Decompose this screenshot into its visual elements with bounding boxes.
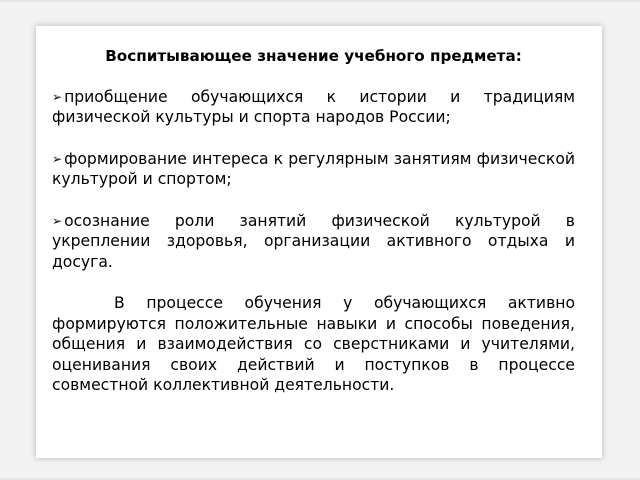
bullet-text: приобщение обучающихся к истории и традициям физической культуры и спорта народов России; [52,87,575,126]
summary-paragraph: В процессе обучения у обучающихся активно формируются положительные навыки и способы поведения, общения и взаимодействия со сверстниками и учителями, оценивания своих действий и поступков в процессе совместной коллективной деятельности. [52,294,575,394]
arrow-bullet-icon: ➢ [52,151,63,166]
bullet-item [52,149,575,190]
slide-card [36,26,602,458]
arrow-bullet-icon: ➢ [52,89,63,104]
bullet-item [52,211,575,273]
slide-content [52,46,575,396]
bullet-item [52,87,575,128]
bullet-text: осознание роли занятий физической культурой в укреплении здоровья, организации активного отдыха и досуга. [52,211,575,271]
arrow-bullet-icon: ➢ [52,213,63,228]
slide-title: Воспитывающее значение учебного предмета: [105,47,522,65]
bullet-text: формирование интереса к регулярным занятиям физической культурой и спортом; [52,149,575,188]
